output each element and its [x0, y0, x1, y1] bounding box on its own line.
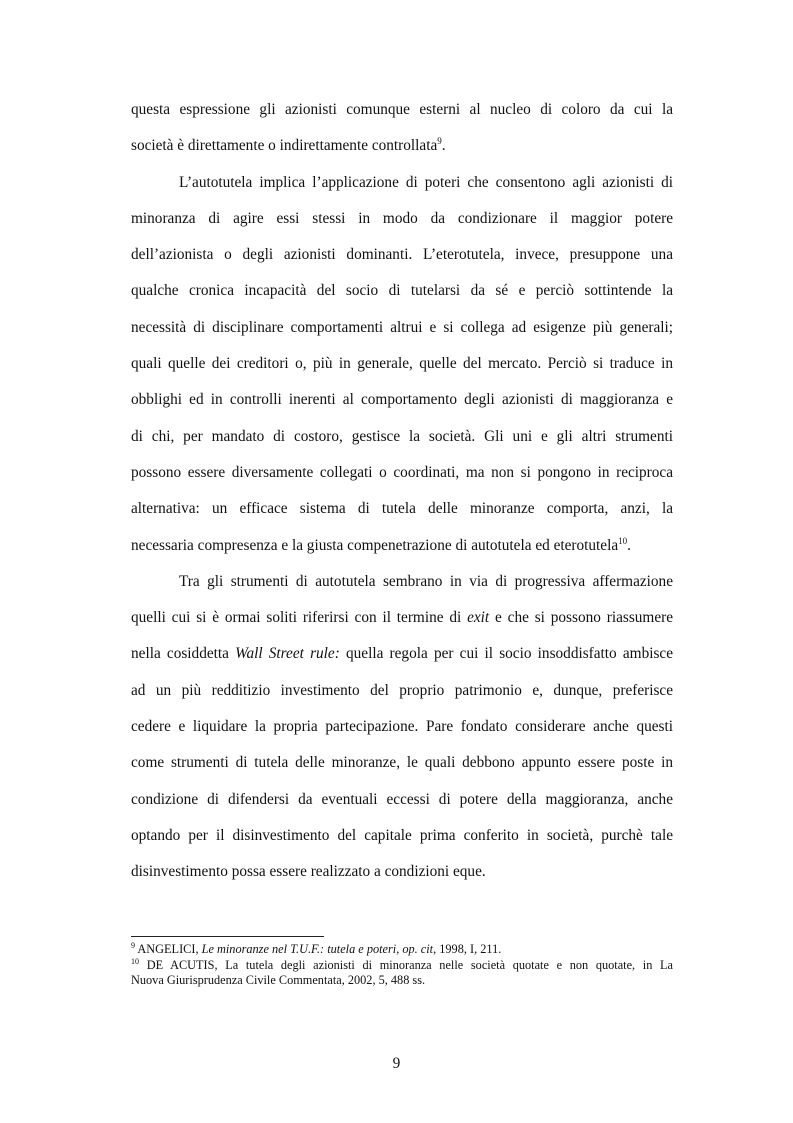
text-line [131, 528, 673, 564]
text-line [131, 636, 673, 672]
footnote-10 [131, 958, 673, 974]
text-span: necessaria compresenza e la giusta compenetrazione di autotutela ed eterotutela [131, 536, 619, 554]
footnotes [131, 942, 673, 989]
text-span: società è direttamente o indirettamente controllata [131, 137, 438, 155]
italic-term: exit [467, 609, 490, 627]
text-line: minoranza di agire essi stessi in modo da condizionare il maggior potere [131, 209, 673, 227]
footnote-9 [131, 942, 673, 958]
paragraph [131, 92, 673, 165]
text-line: come strumenti di tutela delle minoranze, le quali debbono appunto essere poste in [131, 754, 673, 772]
text-line: quali quelle dei creditori o, più in generale, quelle del mercato. Perciò si traduce in [131, 355, 673, 373]
text-line: ad un più redditizio investimento del proprio patrimonio e, dunque, preferisce [131, 681, 673, 699]
footnote-ref-10: 10 [618, 535, 628, 546]
text-span: quella regola per cui il socio insoddisfatto ambisce [339, 645, 673, 663]
text-line: alternativa: un efficace sistema di tutela delle minoranze comporta, anzi, la [131, 500, 673, 518]
page-number: 9 [392, 1055, 401, 1072]
italic-term: Wall Street rule: [235, 645, 340, 663]
text-line: necessità di disciplinare comportamenti altrui e si collega ad esigenze più generali; [131, 318, 673, 336]
paragraph [131, 165, 673, 564]
text-span: nella cosiddetta [131, 645, 236, 663]
text-span: . [441, 137, 446, 155]
text-line: questa espressione gli azionisti comunque esterni al nucleo di coloro da cui la [131, 101, 673, 118]
footnote-ref-9: 9 [437, 136, 442, 147]
text-line: possono essere diversamente collegati o coordinati, ma non si pongono in reciproca [131, 463, 673, 481]
text-line: disinvestimento possa essere realizzato a condizioni eque. [131, 863, 486, 881]
text-line: Tra gli strumenti di autotutela sembrano in via di progressiva affermazione [179, 572, 673, 590]
text-span: . [627, 536, 631, 554]
body-text [131, 92, 673, 891]
text-line: di chi, per mandato di costoro, gestisce la società. Gli uni e gli altri strumenti [131, 427, 673, 445]
footnote-sep: , [396, 942, 403, 956]
text-line: optando per il disinvestimento del capitale prima conferito in società, purchè tale [131, 826, 673, 844]
footnote-cit: op. cit [402, 942, 434, 956]
text-span: quelli cui si è ormai soliti riferirsi con il termine di [131, 609, 468, 627]
text-line: dell’azionista o degli azionisti dominanti. L’eterotutela, invece, presuppone una [131, 246, 673, 264]
paragraph [131, 564, 673, 891]
text-line: condizione di difendersi da eventuali eccessi di potere della maggioranza, anche [131, 790, 673, 808]
text-line: cedere e liquidare la propria partecipazione. Pare fondato considerare anche questi [131, 718, 673, 736]
footnote-10-continued: Nuova Giurisprudenza Civile Commentata, 2002, 5, 488 ss. [131, 973, 426, 987]
text-line [131, 128, 673, 164]
footnote-number: 9 [131, 940, 135, 950]
text-line: L’autotutela implica l’applicazione di poteri che consentono agli azionisti di [179, 173, 673, 191]
text-line [131, 600, 673, 636]
text-line: qualche cronica incapacità del socio di tutelarsi da sé e perciò sottintende la [131, 282, 673, 300]
footnote-title: Le minoranze nel T.U.F.: tutela e poteri [201, 942, 397, 956]
footnote-rest: , 1998, I, 211. [433, 942, 502, 956]
text-line: obblighi ed in controlli inerenti al comportamento degli azionisti di maggioranza e [131, 391, 673, 409]
footnote-separator [131, 936, 324, 937]
text-span: e che si possono riassumere [489, 609, 674, 627]
footnote-text: DE ACUTIS, La tutela degli azionisti di minoranza nelle società quotate e non quotate, in La [146, 957, 673, 972]
footnote-author: ANGELICI, [137, 942, 202, 956]
footnote-number: 10 [131, 956, 139, 966]
